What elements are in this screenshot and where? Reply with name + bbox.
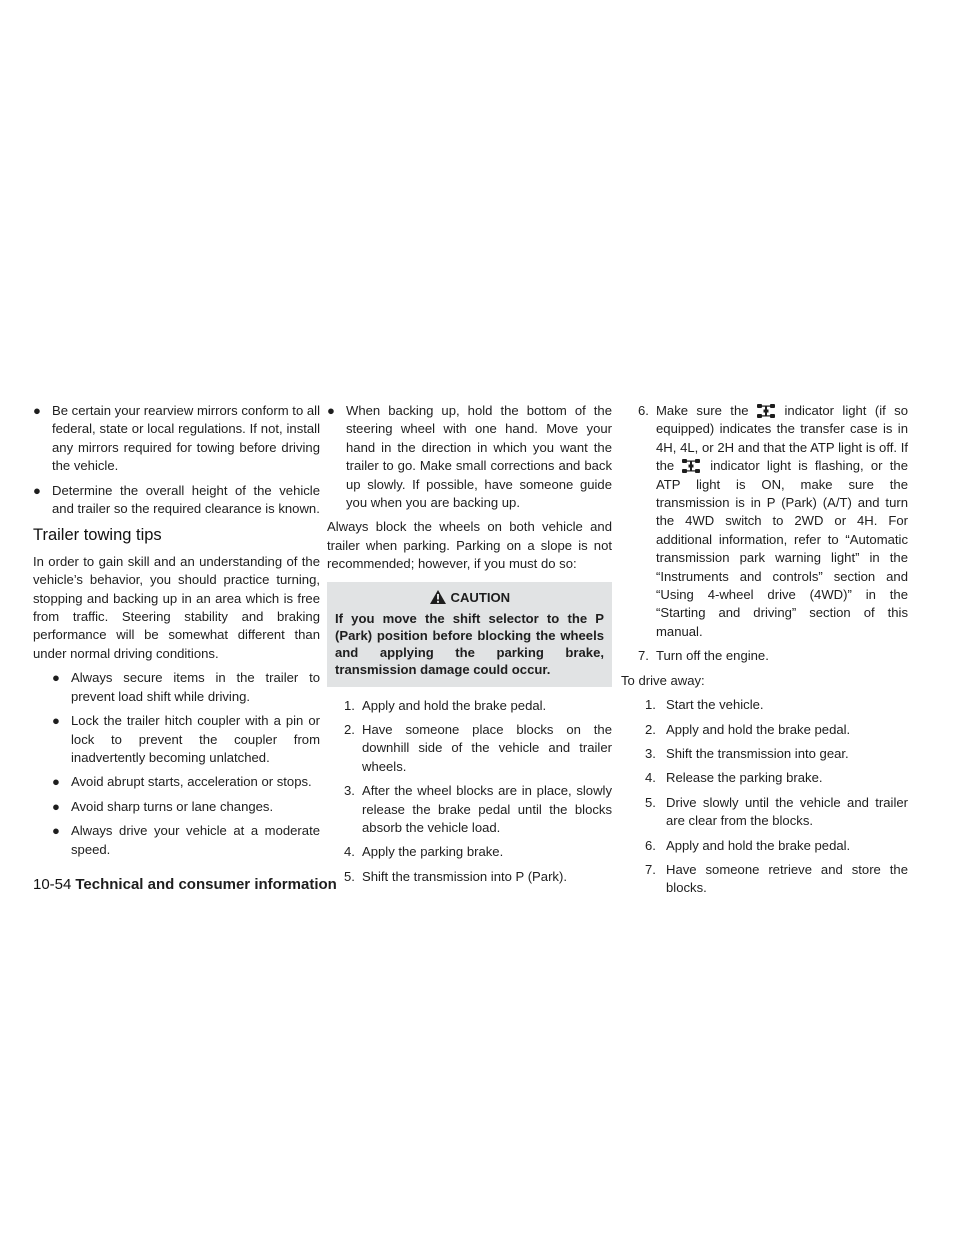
- parking-paragraph: Always block the wheels on both vehicle and trailer when parking. Parking on a slope is not recommended; however, if you must do so:: [327, 519, 612, 572]
- bullet-dot-icon: ●: [33, 482, 41, 498]
- warning-triangle-icon: [429, 589, 447, 605]
- caution-title: CAUTION: [450, 589, 511, 605]
- bullet-dot-icon: ●: [52, 670, 60, 686]
- list-item: ● Avoid sharp turns or lane changes.: [52, 798, 320, 816]
- bullet-dot-icon: ●: [327, 403, 335, 418]
- list-item: 3. Shift the transmission into gear.: [645, 745, 849, 761]
- list-item: 2. Have someone place blocks on the downhill side of the vehicle and trailer wheels.: [344, 722, 612, 774]
- 4wd-indicator-icon: [755, 403, 777, 419]
- list-item: 5. Shift the transmission into P (Park).: [344, 868, 567, 884]
- list-item: ● Always secure items in the trailer to prevent load shift while driving.: [52, 670, 320, 704]
- drive-away-label: To drive away:: [621, 672, 705, 688]
- list-item: 6. Apply and hold the brake pedal.: [645, 837, 851, 853]
- list-item: 3. After the wheel blocks are in place, slowly release the brake pedal until the blocks absorb the vehicle load.: [344, 783, 612, 836]
- bullet-dot-icon: ●: [52, 713, 60, 729]
- list-item: 1. Apply and hold the brake pedal.: [344, 697, 547, 713]
- list-item: 6. Make sure the indicator light (if so equipped) indicates the transfer case is in 4H, 4L, or 2H and that the ATP light is off. If the indicator light is flashing, or the ATP light is ON, make sure the transmission is in P (Park) (A/T) and turn the 4WD switch to 2WD or 4H. For additional information, refer to “Automatic transmission park warning light” in the “Instruments and controls” section and “Using 4-wheel drive (4WD)” in the “Starting and driving” section of this manual.: [638, 403, 908, 639]
- caution-box: [327, 582, 612, 687]
- list-item: 7. Turn off the engine.: [638, 648, 769, 664]
- page-footer: [33, 876, 337, 893]
- caution-header: [335, 588, 604, 606]
- list-item: ● Lock the trailer hitch coupler with a pin or lock to prevent the coupler from inadvertently becoming unlatched.: [52, 713, 320, 765]
- section-title: Technical and consumer information: [75, 876, 337, 893]
- list-item: 7. Have someone retrieve and store the blocks.: [645, 861, 908, 896]
- bullet-dot-icon: ●: [52, 823, 60, 839]
- column-right: [621, 402, 908, 904]
- list-item: 1. Start the vehicle.: [645, 697, 764, 713]
- list-item: ● Always drive your vehicle at a moderate speed.: [52, 823, 320, 857]
- intro-paragraph: In order to gain skill and an understanding of the vehicle’s behavior, you should practice turning, stopping and backing up in an area which is free from traffic. Steering stability and braking performance will be somewhat different than under normal driving conditions.: [33, 553, 320, 661]
- 4wd-indicator-icon: [680, 458, 702, 474]
- list-item: ● Be certain your rearview mirrors conform to all federal, state or local regulations. If not, install any mirrors required for towing before driving the vehicle.: [33, 403, 320, 474]
- list-item: 4. Apply the parking brake.: [344, 844, 504, 860]
- bullet-dot-icon: ●: [52, 798, 60, 814]
- bullet-dot-icon: ●: [52, 774, 60, 790]
- section-heading: Trailer towing tips: [33, 526, 162, 545]
- list-item: 4. Release the parking brake.: [645, 770, 823, 786]
- list-item: ● When backing up, hold the bottom of the steering wheel with one hand. Move your hand in the direction in which you want the trailer to go. Make small corrections and back up slowly. If possible, have someone guide you when you are backing up.: [327, 403, 612, 511]
- list-item: ● Determine the overall height of the vehicle and trailer so the required clearance is known.: [33, 482, 320, 517]
- bullet-dot-icon: ●: [33, 403, 41, 418]
- list-item: 5. Drive slowly until the vehicle and trailer are clear from the blocks.: [645, 794, 908, 829]
- page-number: 10-54: [33, 876, 72, 893]
- column-middle: [327, 402, 612, 892]
- list-item: ● Avoid abrupt starts, acceleration or stops.: [52, 773, 320, 791]
- column-left: [33, 402, 320, 865]
- list-item: 2. Apply and hold the brake pedal.: [645, 721, 851, 737]
- caution-text: If you move the shift selector to the P (Park) position before blocking the wheels and applying the parking brake, transmission damage could occur.: [335, 610, 604, 678]
